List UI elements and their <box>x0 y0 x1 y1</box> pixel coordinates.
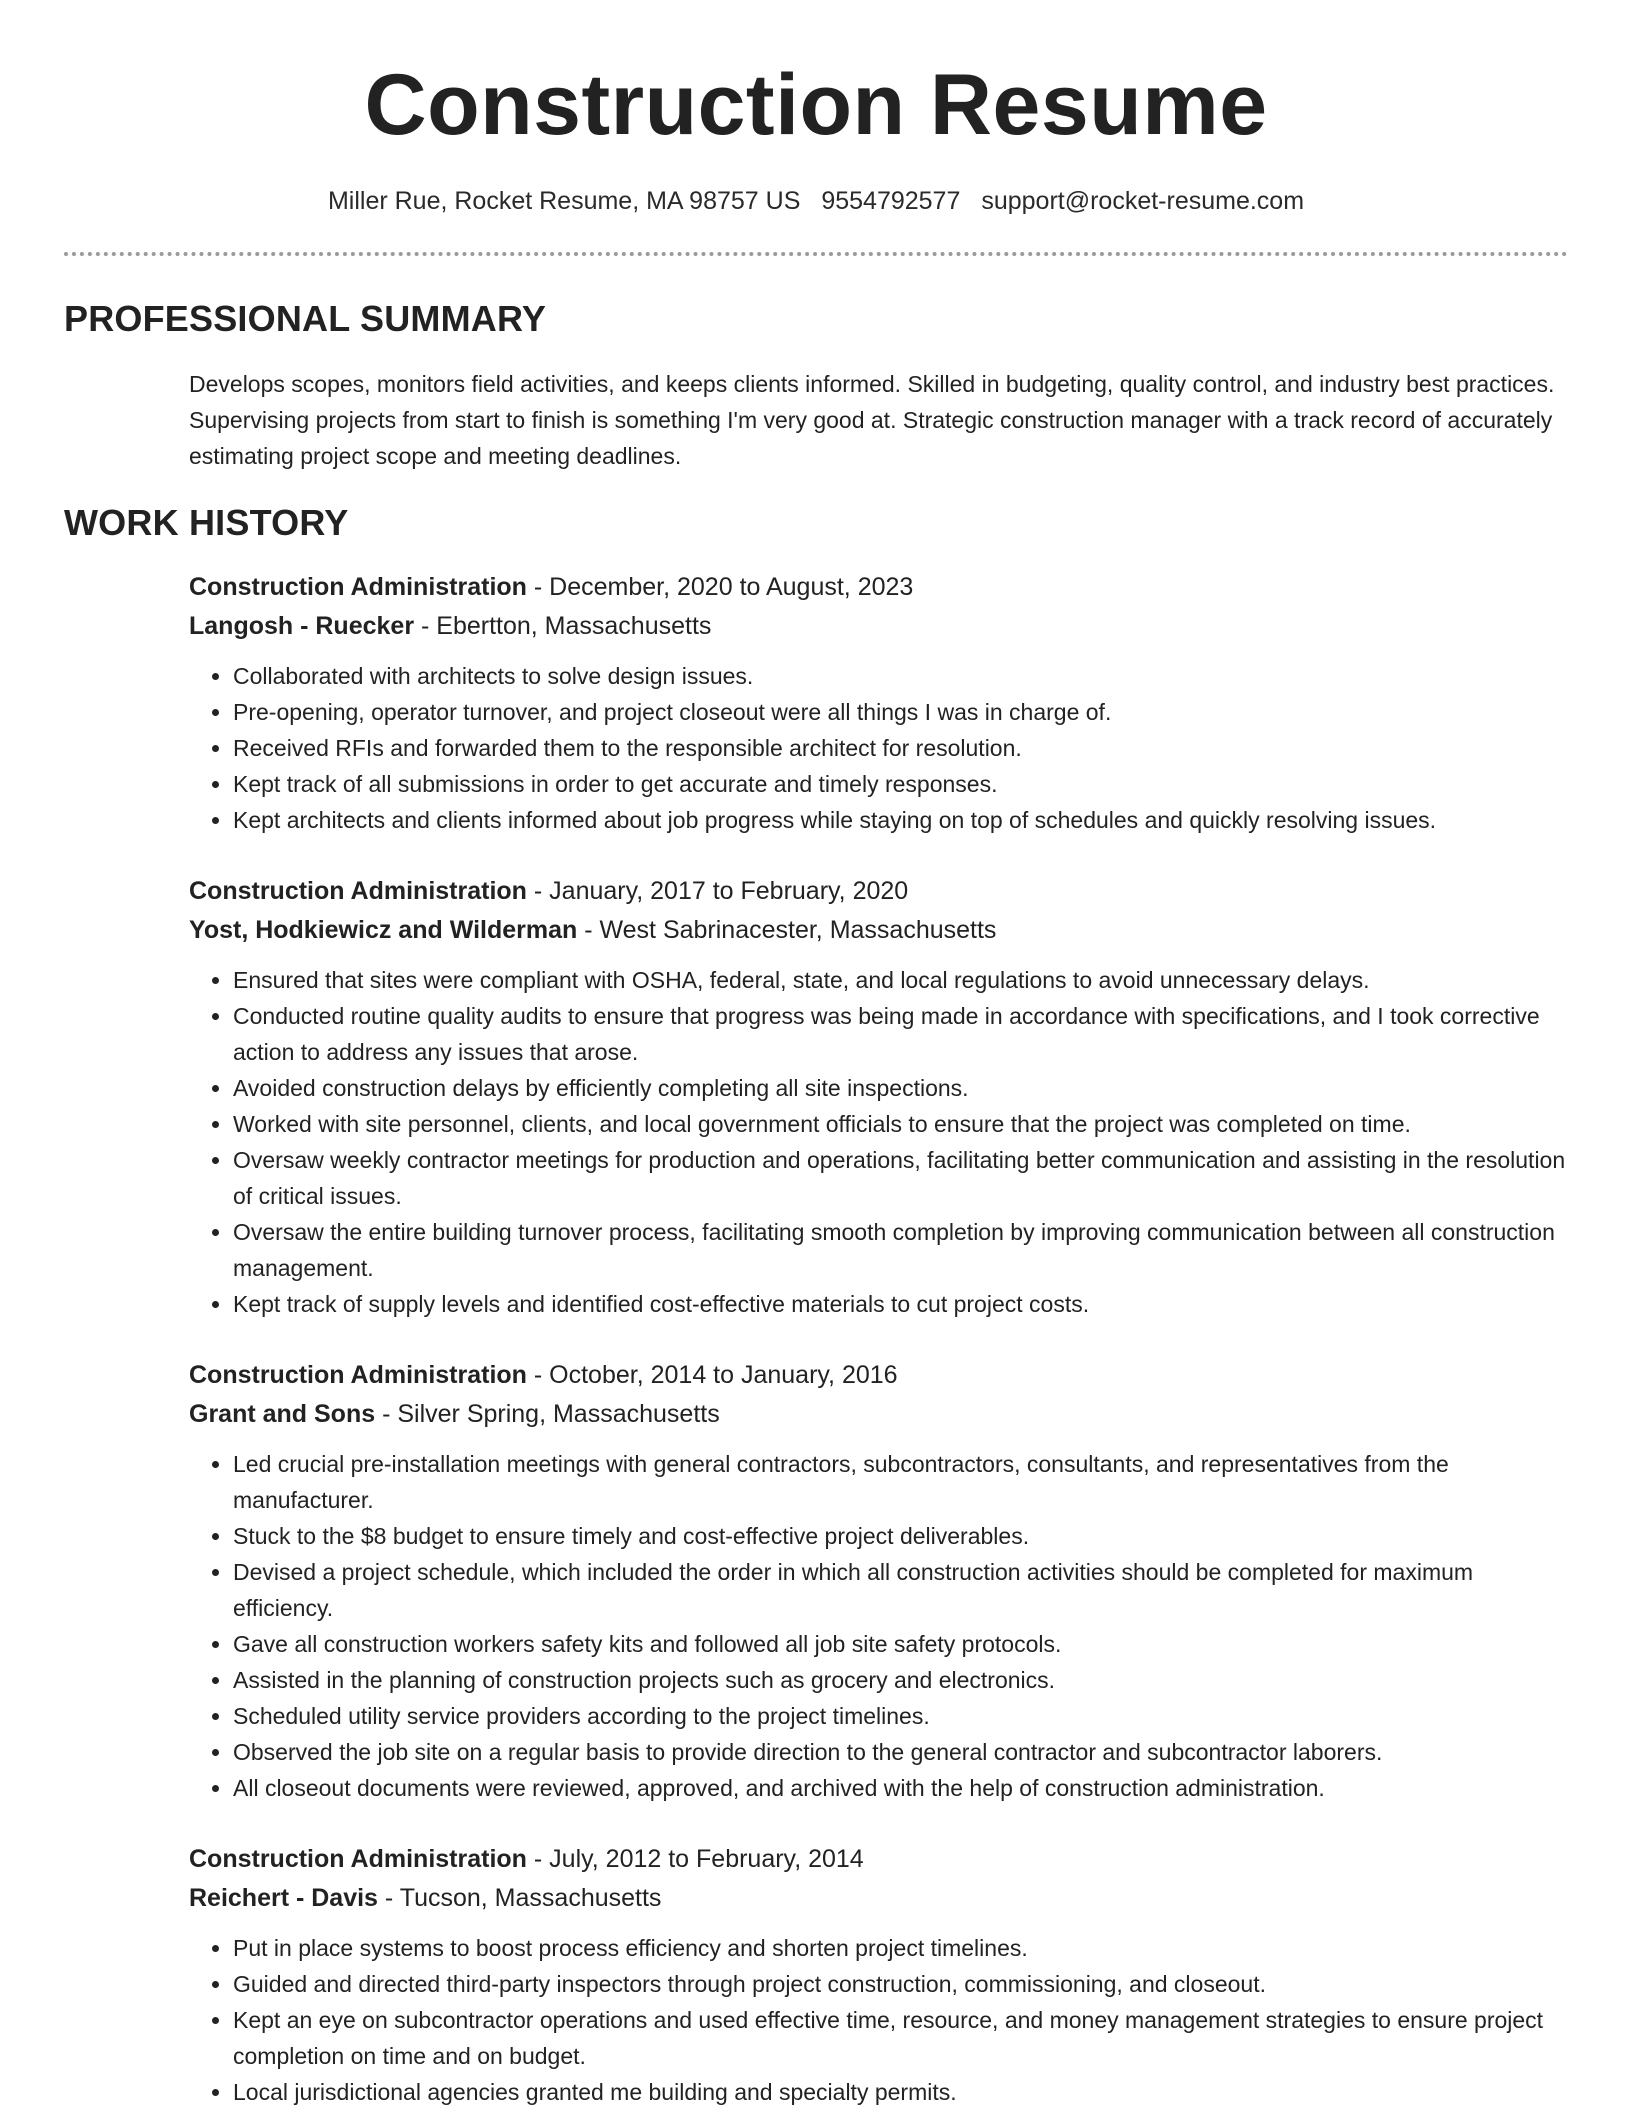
job-dates: - October, 2014 to January, 2016 <box>526 1360 898 1389</box>
duty-item: • Kept track of supply levels and identified cost-effective materials to cut project costs. <box>233 1286 1568 1322</box>
duty-item: • Oversaw the entire building turnover process, facilitating smooth completion by improving communication between all construction management. <box>233 1214 1568 1286</box>
contact-email: support@rocket-resume.com <box>981 186 1305 215</box>
job-entry <box>189 1356 1568 1806</box>
duty-item: • Gave all construction workers safety kits and followed all job site safety protocols. <box>233 1626 1568 1662</box>
job-company-line <box>189 1879 1568 1918</box>
work-history-list <box>189 568 1568 2110</box>
duty-item: • Assisted in the planning of construction projects such as grocery and electronics. <box>233 1662 1568 1698</box>
document-title: Construction Resume <box>364 57 1268 153</box>
contact-address: Miller Rue, Rocket Resume, MA 98757 US <box>327 186 801 215</box>
duty-item: • Led crucial pre-installation meetings with general contractors, subcontractors, consultants, and representatives from the manufacturer. <box>233 1446 1568 1518</box>
duty-item: • Guided and directed third-party inspectors through project construction, commissioning, and closeout. <box>233 1966 1568 2002</box>
job-entry <box>189 1840 1568 2110</box>
job-title: Construction Administration <box>189 1844 527 1873</box>
duty-item: • Ensured that sites were compliant with OSHA, federal, state, and local regulations to avoid unnecessary delays. <box>233 962 1568 998</box>
job-location: - West Sabrinacester, Massachusetts <box>577 915 997 944</box>
job-title: Construction Administration <box>189 1360 527 1389</box>
job-company-line <box>189 911 1568 950</box>
job-company: Yost, Hodkiewicz and Wilderman <box>189 915 578 944</box>
job-entry <box>189 872 1568 1322</box>
duty-item: • Kept track of all submissions in order to get accurate and timely responses. <box>233 766 1568 802</box>
summary-text: Develops scopes, monitors field activities, and keeps clients informed. Skilled in budgeting, quality control, and industry best practices. Supervising projects from start to finish is something I'm very good at. Strategic construction manager with a track record of accurately estimating project scope and meeting deadlines. <box>189 370 1555 469</box>
job-location: - Tucson, Massachusetts <box>377 1883 662 1912</box>
duty-item: • Worked with site personnel, clients, and local government officials to ensure that the project was completed on time. <box>233 1106 1568 1142</box>
contact-phone: 9554792577 <box>821 186 961 215</box>
duty-item: • Conducted routine quality audits to ensure that progress was being made in accordance with specifications, and I took corrective action to address any issues that arose. <box>233 998 1568 1070</box>
job-company: Grant and Sons <box>189 1399 376 1428</box>
job-company-line <box>189 607 1568 646</box>
job-title-line <box>189 872 1568 911</box>
job-entry <box>189 568 1568 838</box>
duty-item: • Pre-opening, operator turnover, and project closeout were all things I was in charge of. <box>233 694 1568 730</box>
job-company: Reichert - Davis <box>189 1883 378 1912</box>
duty-item: • Stuck to the $8 budget to ensure timely and cost-effective project deliverables. <box>233 1518 1568 1554</box>
job-location: - Ebertton, Massachusetts <box>414 611 712 640</box>
job-company: Langosh - Ruecker <box>189 611 415 640</box>
job-location: - Silver Spring, Massachusetts <box>375 1399 720 1428</box>
header-divider <box>64 252 1568 256</box>
job-title-line <box>189 568 1568 607</box>
job-title-line <box>189 1356 1568 1395</box>
job-title: Construction Administration <box>189 876 527 905</box>
job-dates: - January, 2017 to February, 2020 <box>526 876 909 905</box>
duty-item: • Received RFIs and forwarded them to the responsible architect for resolution. <box>233 730 1568 766</box>
job-company-line <box>189 1395 1568 1434</box>
duty-item: • Local jurisdictional agencies granted me building and specialty permits. <box>233 2074 1568 2110</box>
duty-item: • Put in place systems to boost process efficiency and shorten project timelines. <box>233 1930 1568 1966</box>
duty-item: • Kept an eye on subcontractor operations and used effective time, resource, and money management strategies to ensure project completion on time and on budget. <box>233 2002 1568 2074</box>
duty-item: • Collaborated with architects to solve design issues. <box>233 658 1568 694</box>
job-duties <box>189 658 1568 838</box>
job-title-line <box>189 1840 1568 1879</box>
duty-item: • Avoided construction delays by efficiently completing all site inspections. <box>233 1070 1568 1106</box>
duty-item: • All closeout documents were reviewed, approved, and archived with the help of construction administration. <box>233 1770 1568 1806</box>
contact-line <box>0 187 1632 216</box>
job-duties <box>189 1446 1568 1806</box>
job-duties <box>189 962 1568 1322</box>
job-title: Construction Administration <box>189 572 527 601</box>
summary-heading: PROFESSIONAL SUMMARY <box>64 297 547 339</box>
duty-item: • Devised a project schedule, which included the order in which all construction activities should be completed for maximum efficiency. <box>233 1554 1568 1626</box>
duty-item: • Kept architects and clients informed about job progress while staying on top of schedules and quickly resolving issues. <box>233 802 1568 838</box>
work-history-heading: WORK HISTORY <box>64 501 349 543</box>
job-dates: - July, 2012 to February, 2014 <box>526 1844 864 1873</box>
duty-item: • Scheduled utility service providers according to the project timelines. <box>233 1698 1568 1734</box>
duty-item: • Observed the job site on a regular basis to provide direction to the general contractor and subcontractor laborers. <box>233 1734 1568 1770</box>
job-dates: - December, 2020 to August, 2023 <box>526 572 914 601</box>
job-duties <box>189 1930 1568 2110</box>
duty-item: • Oversaw weekly contractor meetings for production and operations, facilitating better communication and assisting in the resolution of critical issues. <box>233 1142 1568 1214</box>
